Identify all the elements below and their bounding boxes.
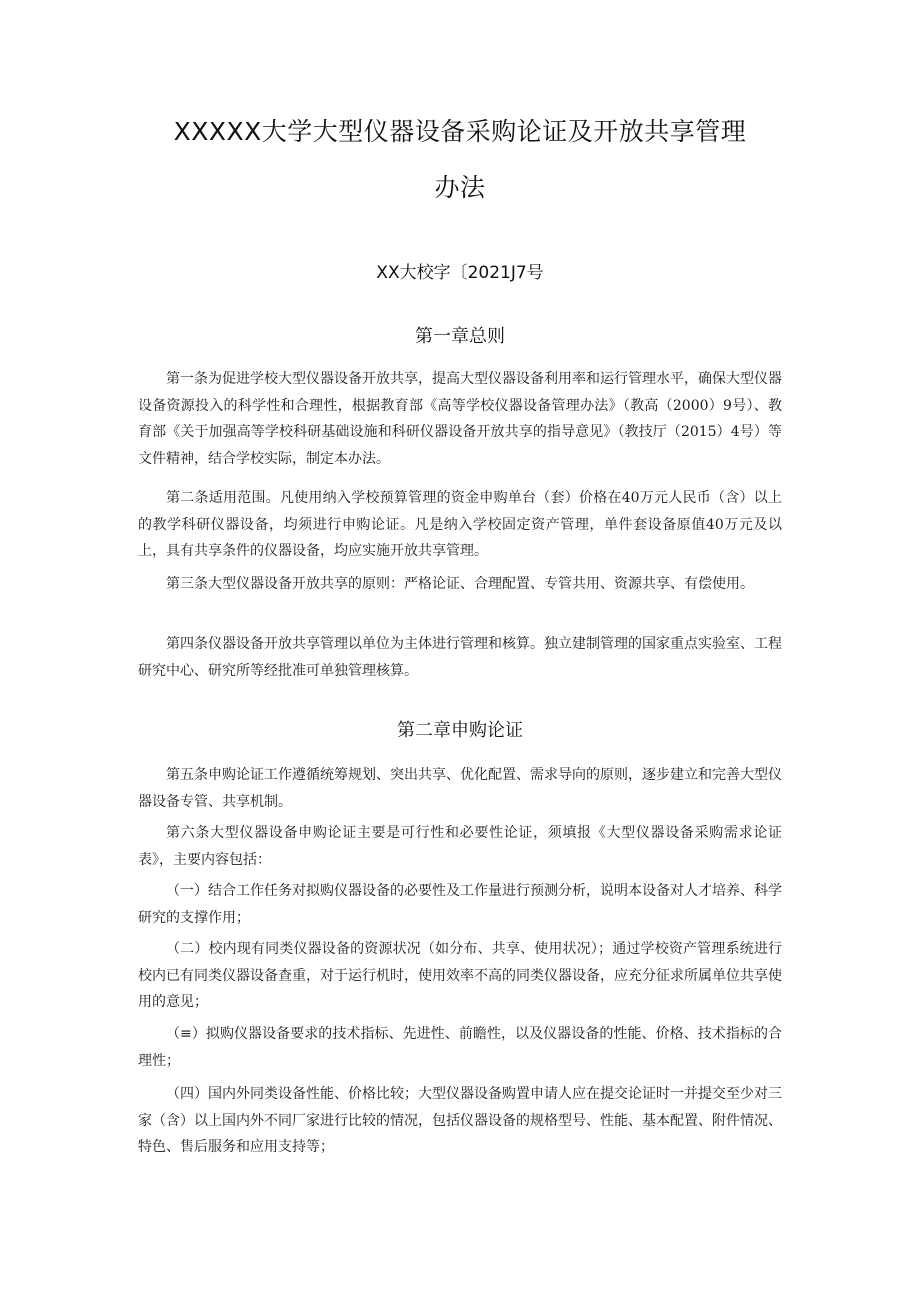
article-3-paragraph: 第三条大型仪器设备开放共享的原则：严格论证、合理配置、专管共用、资源共享、有偿使用。 xyxy=(166,576,754,592)
chapter-heading-2: 第二章申购论证 xyxy=(397,720,523,741)
document-title-line2: 办法 xyxy=(434,173,486,202)
list-item-2-paragraph: （二）校内现有同类仪器设备的资源状况（如分布、共享、使用状况）；通过学校资产管理系统进行校内已有同类仪器设备查重，对于运行机时，使用效率不高的同类仪器设备，应充分征求所属单位共享使用的意见； xyxy=(138,941,782,1010)
list-item-3-paragraph: （≡）拟购仪器设备要求的技术指标、先进性、前瞻性，以及仪器设备的性能、价格、技术指标的合理性； xyxy=(138,1026,782,1069)
article-1-paragraph: 第一条为促进学校大型仪器设备开放共享，提高大型仪器设备利用率和运行管理水平，确保大型仪器设备资源投入的科学性和合理性，根据教育部《高等学校仪器设备管理办法》（教高（2000）9号）、教育部《关于加强高等学校科研基础设施和科研仪器设备开放共享的指导意见》（教技厅（2015）4号）等文件精神，结合学校实际，制定本办法。 xyxy=(138,371,782,467)
list-item-4-paragraph: （四）国内外同类设备性能、价格比较；大型仪器设备购置申请人应在提交论证时一并提交至少对三家（含）以上国内外不同厂家进行比较的情况，包括仪器设备的规格型号、性能、基本配置、附件情况、特色、售后服务和应用支持等； xyxy=(138,1086,782,1155)
list-item-1-paragraph: （一）结合工作任务对拟购仪器设备的必要性及工作量进行预测分析，说明本设备对人才培养、科学研究的支撑作用； xyxy=(138,883,782,926)
article-5-paragraph: 第五条申购论证工作遵循统筹规划、突出共享、优化配置、需求导向的原则，逐步建立和完善大型仪器设备专管、共享机制。 xyxy=(138,767,782,810)
chapter-heading-1: 第一章总则 xyxy=(415,326,505,347)
article-4-paragraph: 第四条仪器设备开放共享管理以单位为主体进行管理和核算。独立建制管理的国家重点实验室、工程研究中心、研究所等经批准可单独管理核算。 xyxy=(138,636,782,679)
article-2-paragraph: 第二条适用范围。凡使用纳入学校预算管理的资金申购单台（套）价格在40万元人民币（含）以上的教学科研仪器设备，均须进行申购论证。凡是纳入学校固定资产管理，单件套设备原值40万元及以上，具有共享条件的仪器设备，均应实施开放共享管理。 xyxy=(138,490,782,559)
article-6-paragraph: 第六条大型仪器设备申购论证主要是可行性和必要性论证，须填报《大型仪器设备采购需求论证表》，主要内容包括： xyxy=(138,825,782,868)
document-number: XX大校字〔2021J7号 xyxy=(376,263,544,283)
document-title-line1: XXXXX大学大型仪器设备采购论证及开放共享管理 xyxy=(173,117,747,146)
